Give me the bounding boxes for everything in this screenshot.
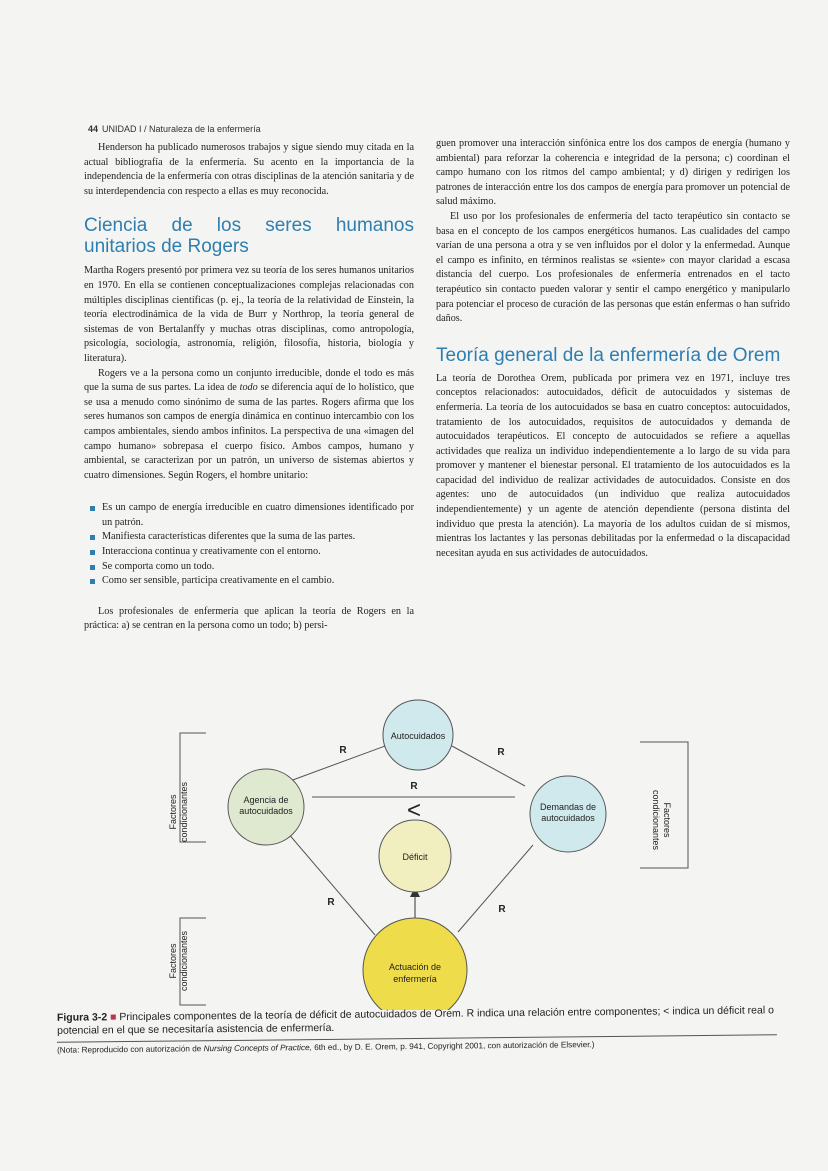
rogers-continuation: guen promover una interacción sinfónica entre los dos campos de energía (humano y ambiental) para reforzar la coherencia e integridad de la persona; c) coordinan el campo humano con los ritmos del campo ambiental; y d) dirigen y redirigen los patrones de interacción entre los dos campos de energía para promover un potencial de salud máximo. — [436, 138, 790, 208]
henderson-paragraph: Henderson ha publicado numerosos trabajos y sigue siendo muy citada en la actual bibliografía de la enfermería. Su acento en la importancia de la independencia de la enfermería con otras disciplinas de la atención sanitaria y de su interdependencia con respecto a ellas es muy reconocida. — [84, 142, 414, 197]
deficit-symbol: < — [406, 797, 422, 824]
relation-label: R — [327, 897, 335, 908]
tacto-paragraph: El uso por los profesionales de enfermería del tacto terapéutico sin contacto se basa en el concepto de los campos energéticos humanos. Las cualidades del campo varían de una persona a otra y se ven influidos por el dolor y la enfermedad. Aunque el campo es infinito, en términos realistas se «siente» con mayor claridad a escasa distancia del cuerpo. Los profesionales de enfermería entrenados en el tacto terapéutico sin contacto pueden valorar y sentir el campo energético y manipularlo para potenciar el proceso de curación de las personas que están enfermas o han sufrido daños. — [436, 210, 790, 325]
label-agencia-1: Agencia de — [243, 795, 289, 805]
list-item: Interacciona continua y creativamente con el entorno. — [90, 545, 414, 560]
relation-label: R — [498, 904, 506, 915]
orem-paragraph: La teoría de Dorothea Orem, publicada por primera vez en 1971, incluye tres conceptos relacionados: autocuidados, déficit de autocuidados y sistemas de enfermería. La teoría de los autocuidados se basa en cuatro conceptos: autocuidados, tratamiento de los autocuidados, requisitos de autocuidados y demanda de autocuidados terapéuticos. El concepto de autocuidados se refiere a aquellas actividades que realiza un individuo independientemente a lo largo de su vida para promover y mantener el bienestar personal. El tratamiento de los autocuidados es la capacidad del individuo de realizar actividades de autocuidados. Consiste en dos agentes: uno de autocuidados (un individuo que realiza autocuidados independientemente) y un agente de atención dependiente (persona distinta del individuo que presta la atención). La mayoría de los adultos cuidan de sí mismos, mientras los lactantes y las personas debilitadas por la enfermedad o la discapacidad necesitan ayuda en sus actividades de autocuidados. — [436, 372, 790, 559]
factors-left-top-1: Factores — [168, 794, 178, 830]
edge-demandas-actuacion — [458, 845, 533, 932]
list-item: Como ser sensible, participa creativamente en el cambio. — [90, 574, 414, 589]
left-column — [84, 141, 414, 634]
rogers-paragraph-2: Rogers ve a la persona como un conjunto irreducible, donde el todo es más que la suma de sus partes. La idea de todo se diferencia aquí de lo holístico, que se usa a menudo como sinónimo de suma de las partes. Rogers afirma que los seres humanos son campos de energía dinámica en continuo intercambio con los campos ambientales, siendo ambos infinitos. La perspectiva de una «imagen del campo humano» sobrepasa el cuerpo físico. Ambos campos, humano y ambiental, se caracterizan por un patrón, un universo de sistemas abiertos y cuatro dimensiones. Según Rogers, el hombre unitario: — [84, 367, 414, 481]
orem-diagram — [0, 690, 828, 1010]
rogers-paragraph-3: Los profesionales de enfermería que aplican la teoría de Rogers en la práctica: a) se centran en la persona como un todo; b) persi- — [84, 605, 414, 632]
square-bullet-icon: ■ — [109, 1011, 117, 1024]
relation-label: R — [339, 745, 347, 756]
label-autocuidados: Autocuidados — [390, 731, 446, 741]
relation-label: R — [410, 781, 418, 792]
list-item: Manifiesta características diferentes que la suma de las partes. — [90, 530, 414, 545]
factors-right-2: condicionantes — [651, 789, 661, 851]
unitary-man-list — [90, 501, 414, 589]
edge-agencia-actuacion — [287, 832, 375, 935]
orem-heading: Teoría general de la enfermería de Orem — [436, 344, 781, 366]
factors-right-1: Factores — [662, 802, 672, 838]
label-deficit: Déficit — [402, 852, 428, 862]
relation-label: R — [497, 747, 505, 758]
label-actuacion-2: enfermería — [393, 974, 437, 984]
figure-source-note: (Nota: Reproducido con autorización de Nursing Concepts of Practice, 6th ed., by D. E. Orem, p. 941, Copyright 2001, con autorización de Elsevier.) — [57, 1034, 777, 1055]
rogers-heading: Ciencia de los seres humanos unitarios de Rogers — [84, 215, 414, 258]
label-demandas-2: autocuidados — [541, 813, 595, 823]
list-item: Se comporta como un todo. — [90, 560, 414, 575]
label-agencia-2: autocuidados — [239, 806, 293, 816]
figure-label: Figura 3-2 — [56, 1011, 108, 1024]
edge-agencia-autocuidados — [290, 746, 385, 781]
running-title: UNIDAD I / Naturaleza de la enfermería — [102, 124, 261, 134]
factors-left-top-2: condicionantes — [179, 781, 189, 843]
edge-autocuidados-demandas — [452, 746, 525, 786]
running-header — [88, 124, 261, 134]
factors-left-bottom-2: condicionantes — [179, 930, 189, 992]
factors-left-bottom-1: Factores — [168, 943, 178, 979]
page-number: 44 — [88, 124, 99, 134]
list-item: Es un campo de energía irreducible en cuatro dimensiones identificado por un patrón. — [90, 501, 414, 530]
rogers-paragraph-1: Martha Rogers presentó por primera vez su teoría de los seres humanos unitarios en 1970. En ella se contienen conceptualizaciones complejas relacionadas con múltiples disciplinas científicas (p. ej., la teoría de la relatividad de Einstein, la teoría electrodinámica de la vida de Burr y Northrop, la teoría general de sistemas de von Bertalanffy y muchas otras disciplinas, como antropología, psicología, sociología, astronomía, religión, filosofía, historia, biología y literatura). — [84, 265, 414, 364]
right-column — [436, 137, 790, 561]
label-actuacion-1: Actuación de — [388, 962, 442, 972]
label-demandas-1: Demandas de — [539, 802, 597, 812]
caption-text: Principales componentes de la teoría de déficit de autocuidados de Orem. R indica una relación entre componentes; < indica un déficit real o potencial en el que se necesitaría asistencia de enfermería. — [57, 1004, 774, 1037]
